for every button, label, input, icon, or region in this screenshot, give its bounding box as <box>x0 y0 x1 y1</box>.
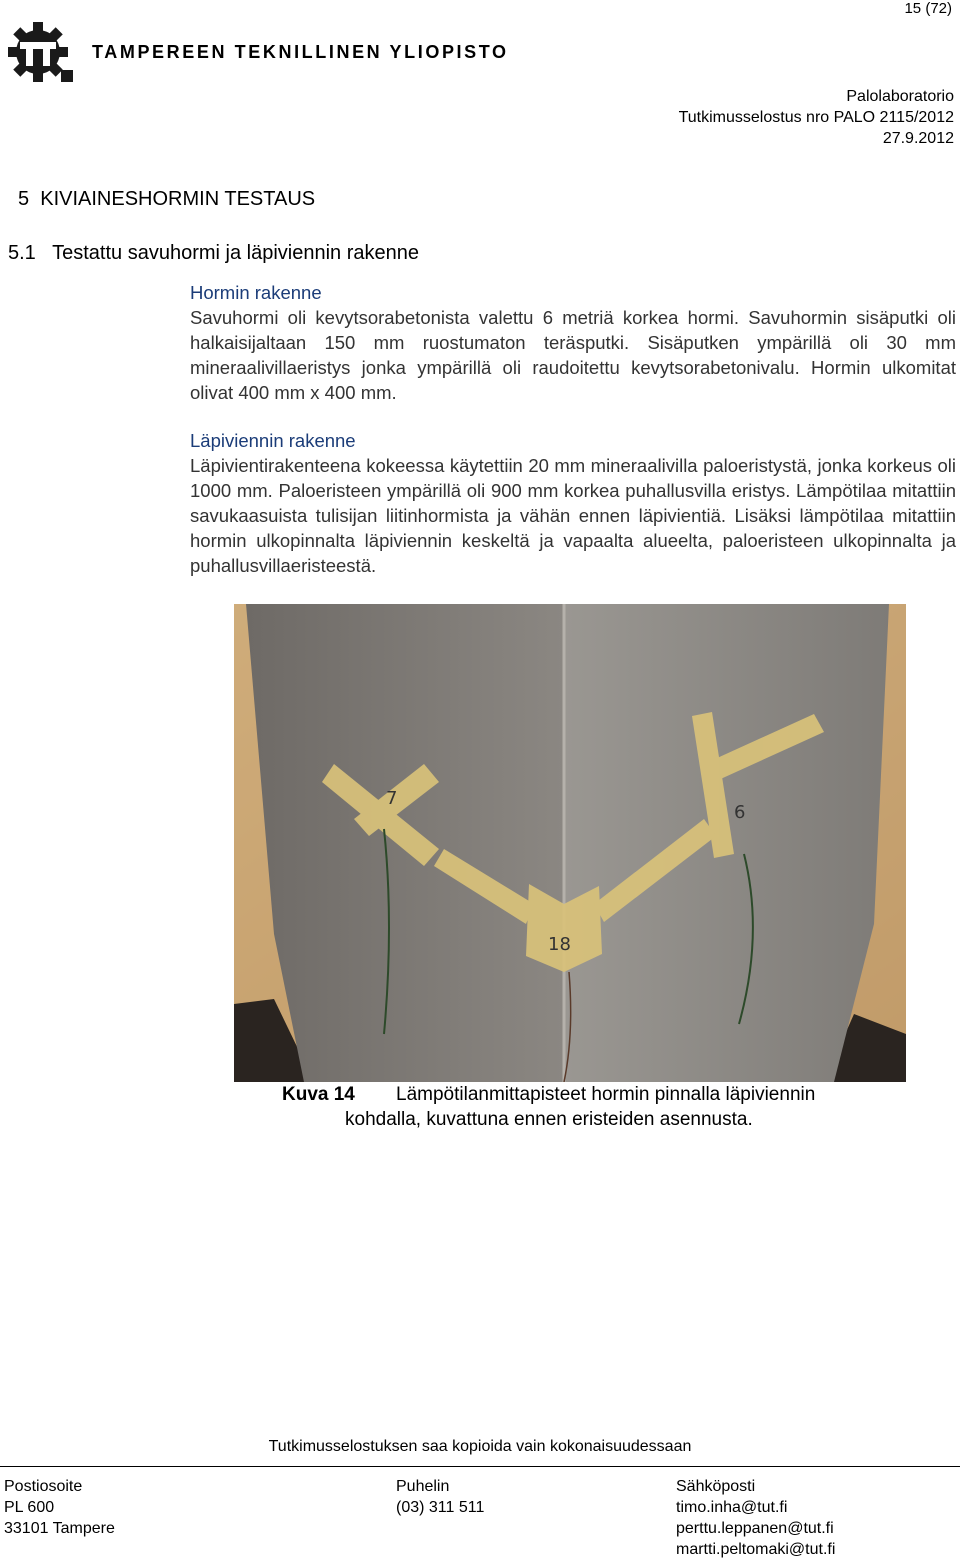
report-number: Tutkimusselostus nro PALO 2115/2012 <box>678 109 954 126</box>
caption-label: Kuva 14 <box>282 1084 355 1105</box>
section-title: Hormin rakenne <box>190 282 322 303</box>
section-lapiviennin-rakenne <box>190 428 956 578</box>
postal-label: Postiosoite <box>4 1478 83 1495</box>
phone-label: Puhelin <box>396 1478 450 1495</box>
email-link[interactable]: timo.inha@tut.fi <box>676 1499 788 1516</box>
caption-line-1: Lämpötilanmittapisteet hormin pinnalla läpiviennin <box>396 1084 816 1105</box>
tape-label: 6 <box>734 802 746 823</box>
postal-line-1: PL 600 <box>4 1499 55 1516</box>
section-title: Läpiviennin rakenne <box>190 430 356 451</box>
footer-phone <box>396 1476 484 1518</box>
report-date: 27.9.2012 <box>882 130 954 147</box>
email-link[interactable]: perttu.leppanen@tut.fi <box>676 1520 834 1537</box>
figure-caption <box>282 1082 815 1132</box>
copy-notice: Tutkimusselostuksen saa kopioida vain kokonaisuudessaan <box>268 1438 692 1455</box>
footer-postal <box>4 1476 115 1539</box>
section-body: Läpivientirakenteena kokeessa käytettiin 20 mm mineraalivilla paloeristystä, jonka korkeus oli 1000 mm. Paloeristeen ympärillä oli 900 mm korkea puhallusvilla eristys. Lämpötilaa mitattiin savukaasuista tulisijan liitinhormista ja vähän ennen läpivientiä. Lisäksi lämpötilaa mitattiin hormin ulkopinnalta läpiviennin keskeltä ja vapaalta alueelta, paloeristeen ulkopinnalta ja puhallusvillaeristeestä. <box>190 455 956 576</box>
chimney-photo <box>234 604 906 1082</box>
heading-2: 5.1 Testattu savuhormi ja läpiviennin rakenne <box>8 242 419 264</box>
footer-email <box>676 1476 835 1560</box>
page-number: 15 (72) <box>904 0 952 17</box>
heading-1: 5 KIVIAINESHORMIN TESTAUS <box>18 188 316 210</box>
university-name: TAMPEREEN TEKNILLINEN YLIOPISTO <box>92 42 509 62</box>
phone-number: (03) 311 511 <box>396 1499 485 1516</box>
email-link[interactable]: martti.peltomaki@tut.fi <box>676 1541 836 1558</box>
section-body: Savuhormi oli kevytsorabetonista valettu 6 metriä korkea hormi. Savuhormin sisäputki oli halkaisijaltaan 150 mm ruostumaton teräsputki. Sisäputken ympärillä oli 30 mm mineraalivillaeristys jonka ympärillä oli raudoitettu kevytsorabetonivalu. Hormin ulkomitat olivat 400 mm x 400 mm. <box>190 307 956 403</box>
tape-label: 7 <box>386 788 398 809</box>
report-meta <box>679 86 954 149</box>
university-logo-icon <box>6 20 76 90</box>
email-label: Sähköposti <box>676 1478 756 1495</box>
postal-line-2: 33101 Tampere <box>4 1520 115 1537</box>
lab-name: Palolaboratorio <box>846 88 954 105</box>
section-hormin-rakenne <box>190 280 956 405</box>
tape-label: 18 <box>548 934 571 955</box>
footer-divider <box>0 1466 960 1467</box>
caption-line-2: kohdalla, kuvattuna ennen eristeiden asennusta. <box>345 1109 753 1130</box>
